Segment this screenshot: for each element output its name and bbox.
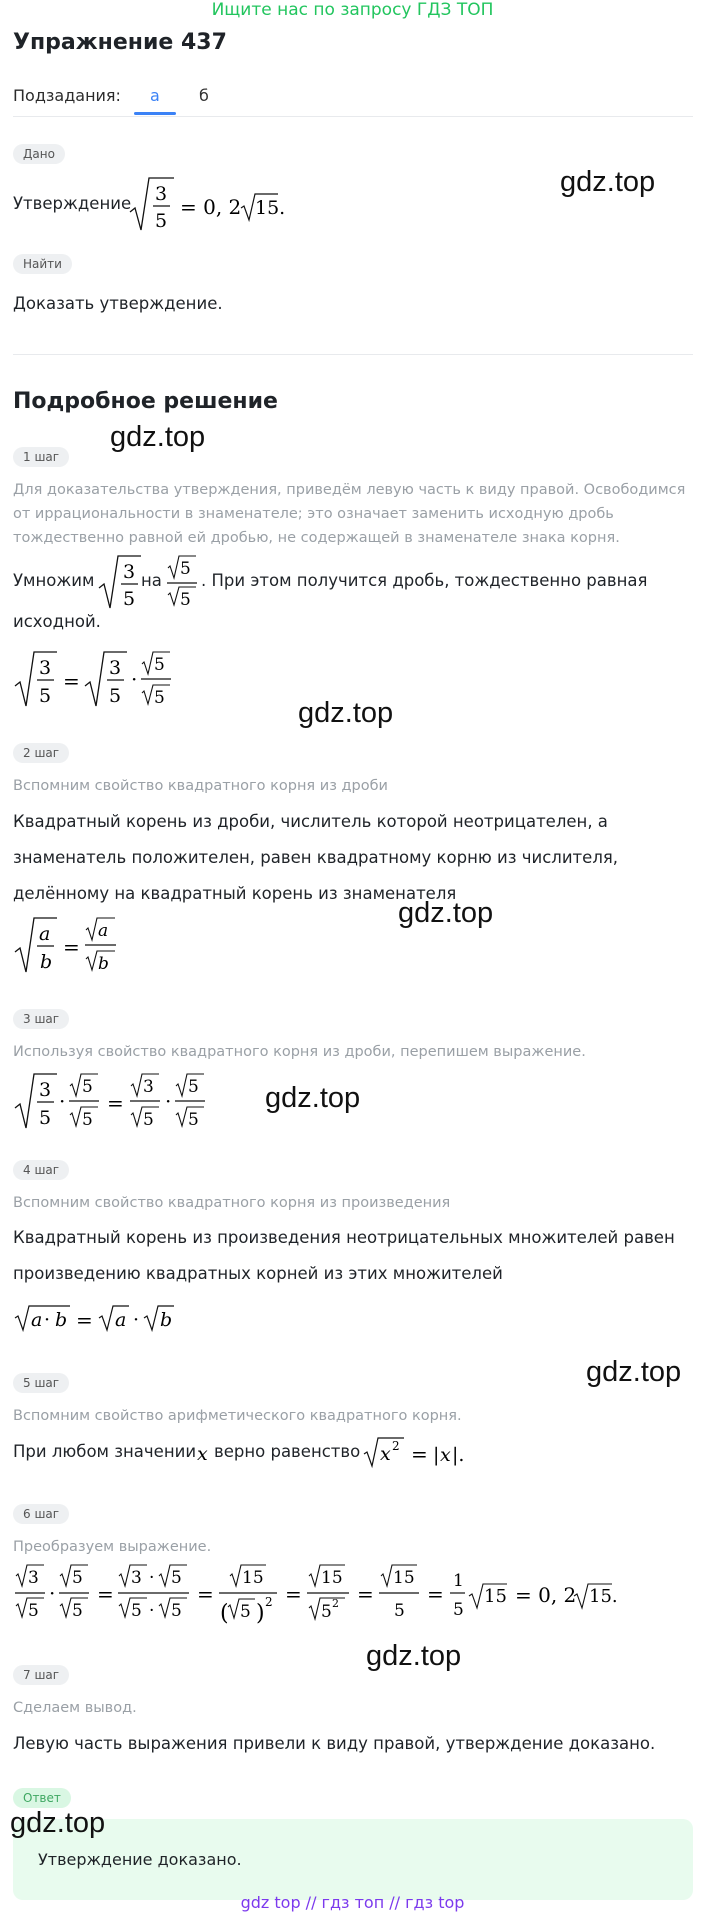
svg-text:5: 5: [154, 688, 165, 708]
svg-text:5: 5: [123, 588, 136, 610]
find-text: Доказать утверждение.: [13, 294, 223, 313]
svg-text:5: 5: [171, 1601, 182, 1621]
svg-text:2: 2: [332, 1597, 339, 1610]
svg-text:5: 5: [321, 1602, 332, 1622]
svg-text:=: =: [357, 1582, 374, 1606]
svg-text:=: =: [107, 1091, 124, 1115]
svg-text:15: 15: [321, 1568, 343, 1588]
svg-text:x: x: [440, 1444, 451, 1466]
svg-text:5: 5: [109, 685, 122, 707]
step-6-chip: 6 шаг: [13, 1504, 69, 1524]
step-5-formula: [362, 1432, 472, 1470]
svg-text:5: 5: [39, 685, 52, 707]
svg-text:=: =: [76, 1308, 93, 1332]
given-equation: [128, 172, 288, 236]
svg-text:b: b: [160, 1309, 173, 1331]
divider: [13, 354, 693, 355]
step-chip-wrap: [13, 742, 69, 763]
watermark: gdz.top: [10, 1807, 106, 1839]
step-1-note: Для доказательства утверждения, приведём левую часть к виду правой. Освободимся от иррациональности в знаменателе; это означает заменить исходную дробь тождественно равной ей дробью, не содержащей в знаменателе знака корня.: [13, 482, 686, 546]
step-4-formula: [13, 1300, 183, 1336]
svg-text:3: 3: [28, 1568, 39, 1588]
step-chip-wrap: [13, 1372, 69, 1393]
svg-text:=: =: [411, 1442, 428, 1466]
watermark: gdz.top: [586, 1356, 682, 1388]
svg-text:5: 5: [188, 1077, 199, 1097]
svg-text:·: ·: [149, 1568, 155, 1588]
svg-text:3: 3: [143, 1077, 154, 1097]
svg-text:5: 5: [171, 1568, 182, 1588]
step-1-sqrt5-over-sqrt5: [166, 550, 202, 612]
svg-text:5: 5: [154, 655, 165, 675]
svg-text:15: 15: [393, 1568, 415, 1588]
active-tab-indicator: [134, 112, 176, 115]
svg-text:=: =: [63, 669, 80, 693]
step-6-formula: [13, 1560, 643, 1632]
step-7-text: Левую часть выражения привели к виду правой, утверждение доказано.: [13, 1734, 656, 1753]
svg-text:a: a: [98, 921, 109, 941]
svg-text:(: (: [220, 1601, 229, 1626]
svg-text:5: 5: [82, 1110, 93, 1130]
subtasks-label: Подзадания:: [13, 86, 121, 105]
svg-text:·: ·: [149, 1601, 155, 1621]
svg-text:b: b: [98, 954, 109, 974]
watermark: gdz.top: [298, 697, 394, 729]
answer-text: Утверждение доказано.: [38, 1850, 242, 1869]
step-chip-wrap: [13, 446, 69, 467]
svg-text:3: 3: [39, 1079, 52, 1101]
step-4-chip: 4 шаг: [13, 1160, 69, 1180]
step-1-formula: [13, 646, 213, 712]
watermark: gdz.top: [398, 897, 494, 929]
step-2-chip: 2 шаг: [13, 743, 69, 763]
step-chip-wrap: [13, 1664, 69, 1685]
watermark: gdz.top: [110, 421, 206, 453]
step-1-text-d: исходной.: [13, 612, 101, 631]
svg-text:15: 15: [242, 1568, 264, 1588]
svg-text:=: =: [97, 1582, 114, 1606]
svg-text:5: 5: [28, 1601, 39, 1621]
svg-text:1: 1: [453, 1571, 464, 1591]
step-7-chip: 7 шаг: [13, 1665, 69, 1685]
svg-text:): ): [256, 1601, 265, 1626]
step-chip-wrap: [13, 1503, 69, 1524]
step-3-chip: 3 шаг: [13, 1009, 69, 1029]
step-1-chip: 1 шаг: [13, 447, 69, 467]
find-chip-wrap: [13, 253, 72, 274]
svg-text:a: a: [39, 923, 51, 945]
step-4-note: Вспомним свойство квадратного корня из произведения: [13, 1195, 451, 1211]
step-3-formula: [13, 1068, 223, 1134]
promo-banner[interactable]: Ищите нас по запросу ГДЗ ТОП: [211, 0, 494, 20]
svg-text:3: 3: [123, 561, 136, 583]
given-chip-wrap: [13, 143, 65, 164]
step-5-chip: 5 шаг: [13, 1373, 69, 1393]
step-5-var-x: [196, 1440, 212, 1466]
svg-text:=: =: [285, 1582, 302, 1606]
svg-text:15.: 15.: [255, 197, 286, 219]
step-1-text-a: Умножим: [13, 571, 95, 590]
step-7-note: Сделаем вывод.: [13, 1700, 137, 1716]
svg-text:5: 5: [143, 1110, 154, 1130]
solution-title: Подробное решение: [13, 389, 278, 414]
svg-text:b: b: [55, 1309, 68, 1331]
svg-text:·: ·: [131, 667, 138, 691]
svg-text:|.: |.: [452, 1444, 465, 1466]
step-1-text-b: на: [141, 571, 162, 590]
step-6-note: Преобразуем выражение.: [13, 1539, 212, 1555]
page-title: Упражнение 437: [13, 30, 227, 55]
step-2-text-2: знаменатель положителен, равен квадратному корню из числителя,: [13, 848, 619, 867]
step-chip-wrap: [13, 1159, 69, 1180]
svg-text:5: 5: [453, 1600, 464, 1620]
svg-text:5: 5: [180, 590, 191, 610]
footer-links[interactable]: gdz top // гдз топ // гдз top: [240, 1893, 465, 1912]
step-5-note: Вспомним свойство арифметического квадратного корня.: [13, 1408, 462, 1424]
step-1-sqrt-3-5: [97, 550, 142, 612]
svg-text:2: 2: [392, 1439, 400, 1453]
svg-text:x: x: [197, 1443, 208, 1465]
svg-text:=: =: [63, 935, 80, 959]
svg-text:5: 5: [131, 1601, 142, 1621]
given-text: Утверждение: [13, 194, 132, 213]
svg-text:=: =: [427, 1582, 444, 1606]
svg-text:3: 3: [39, 657, 52, 679]
svg-text:5: 5: [188, 1110, 199, 1130]
svg-text:5: 5: [240, 1602, 251, 1622]
step-5-text-a: При любом значении: [13, 1442, 197, 1461]
svg-text:·: ·: [59, 1089, 66, 1113]
tab-subtask-a[interactable]: а: [150, 86, 160, 105]
step-2-text-1: Квадратный корень из дроби, числитель которой неотрицателен, а: [13, 812, 608, 831]
svg-text:15.: 15.: [589, 1586, 618, 1607]
svg-text:5: 5: [155, 210, 168, 232]
svg-text:5: 5: [72, 1601, 83, 1621]
svg-text:a: a: [115, 1309, 127, 1331]
svg-text:3: 3: [155, 183, 168, 205]
svg-text:·: ·: [165, 1089, 172, 1113]
svg-text:|: |: [433, 1444, 440, 1466]
svg-text:15: 15: [484, 1586, 507, 1607]
step-2-formula: [13, 912, 123, 978]
step-2-note: Вспомним свойство квадратного корня из дроби: [13, 778, 388, 794]
svg-text:a: a: [31, 1309, 43, 1331]
divider: [13, 116, 693, 117]
step-4-text-1: Квадратный корень из произведения неотрицательных множителей равен: [13, 1228, 675, 1247]
svg-text:= 0, 2: = 0, 2: [180, 195, 242, 219]
step-3-note: Используя свойство квадратного корня из дроби, перепишем выражение.: [13, 1044, 586, 1060]
svg-text:5: 5: [180, 559, 191, 579]
watermark: gdz.top: [366, 1640, 462, 1672]
svg-text:=: =: [197, 1582, 214, 1606]
svg-text:5: 5: [82, 1077, 93, 1097]
step-5-text-b: верно равенство: [214, 1442, 361, 1461]
watermark: gdz.top: [265, 1082, 361, 1114]
answer-chip: Ответ: [13, 1788, 71, 1808]
step-chip-wrap: [13, 1008, 69, 1029]
watermark: gdz.top: [560, 166, 656, 198]
svg-text:·: ·: [49, 1581, 56, 1605]
tab-subtask-b[interactable]: б: [199, 86, 209, 105]
step-1-text-c: . При этом получится дробь, тождественно равная: [201, 571, 648, 590]
svg-text:5: 5: [39, 1107, 52, 1129]
answer-chip-wrap: [13, 1787, 71, 1808]
svg-text:·: ·: [44, 1309, 51, 1331]
step-4-text-2: произведению квадратных корней из этих множителей: [13, 1264, 503, 1283]
given-chip: Дано: [13, 144, 65, 164]
svg-text:3: 3: [131, 1568, 142, 1588]
svg-text:b: b: [40, 951, 53, 973]
svg-text:x: x: [380, 1443, 391, 1465]
svg-text:5: 5: [394, 1601, 405, 1621]
svg-text:3: 3: [109, 657, 122, 679]
svg-text:2: 2: [265, 1595, 273, 1609]
svg-text:5: 5: [72, 1568, 83, 1588]
svg-text:·: ·: [133, 1309, 140, 1331]
step-2-text-3: делённому на квадратный корень из знаменателя: [13, 884, 457, 903]
svg-text:= 0, 2: = 0, 2: [515, 1583, 577, 1607]
find-chip: Найти: [13, 254, 72, 274]
